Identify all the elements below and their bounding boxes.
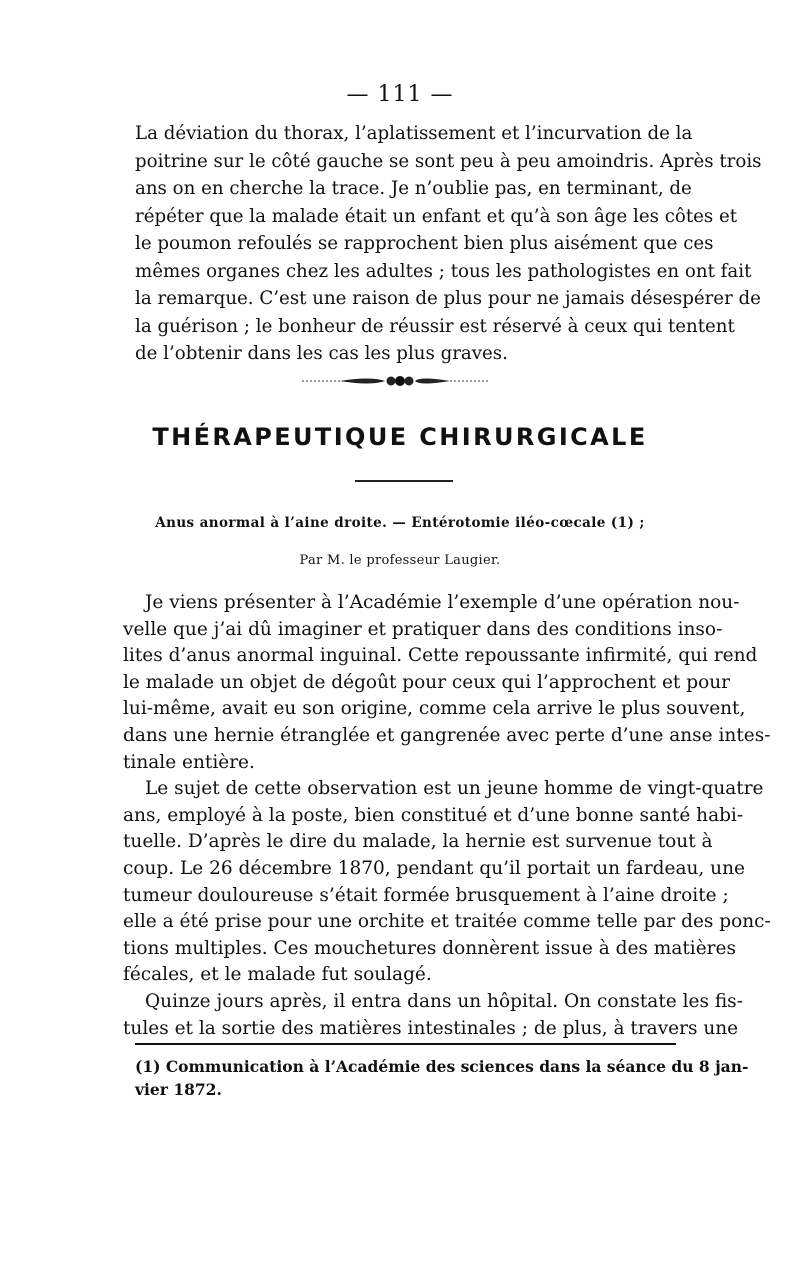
text-line: dans une hernie étranglée et gangrenée avec perte d’une anse intes-	[123, 724, 771, 746]
text-line: le poumon refoulés se rapprochent bien plus aisément que ces	[135, 233, 714, 254]
text-line: fécales, et le malade fut soulagé.	[123, 964, 432, 986]
text-line: tinale entière.	[123, 751, 255, 773]
footnote	[135, 1055, 749, 1101]
text-line: velle que j’ai dû imaginer et pratiquer dans des conditions inso-	[123, 618, 723, 640]
text-line: répéter que la malade était un enfant et qu’à son âge les côtes et	[135, 205, 738, 227]
text-line: Quinze jours après, il entra dans un hôpital. On constate les fis-	[145, 990, 743, 1012]
text-line: poitrine sur le côté gauche se sont peu à peu amoindris. Après trois	[135, 150, 762, 172]
page-number: — 111 —	[346, 82, 454, 107]
ornament-divider	[300, 372, 490, 390]
text-line: de l’obtenir dans les cas les plus graves.	[135, 343, 508, 364]
text-line: la remarque. C’est une raison de plus pour ne jamais désespérer de	[135, 288, 761, 309]
paragraph	[123, 989, 743, 1042]
text-line: tions multiples. Ces mouchetures donnèrent issue à des matières	[123, 937, 736, 959]
text-line: tumeur douloureuse s’était formée brusquement à l’aine droite ;	[123, 884, 729, 906]
text-line: la guérison ; le bonheur de réussir est réservé à ceux qui tentent	[135, 315, 735, 337]
text-line: tules et la sortie des matières intestinales ; de plus, à travers une	[123, 1017, 739, 1039]
article-body	[123, 590, 771, 1042]
text-line: Je viens présenter à l’Académie l’exemple d’une opération nou-	[145, 592, 740, 613]
text-line: coup. Le 26 décembre 1870, pendant qu’il portait un fardeau, une	[123, 857, 745, 879]
footnote-line: (1) Communication à l’Académie des sciences dans la séance du 8 jan-	[135, 1057, 749, 1076]
text-line: lites d’anus anormal inguinal. Cette repoussante infirmité, qui rend	[123, 645, 758, 667]
text-line: le malade un objet de dégoût pour ceux qui l’approchent et pour	[123, 671, 730, 693]
text-line: elle a été prise pour une orchite et traitée comme telle par des ponc-	[123, 911, 771, 933]
text-line: La déviation du thorax, l’aplatissement et l’incurvation de la	[135, 123, 693, 144]
paragraph	[123, 776, 771, 989]
text-line: Le sujet de cette observation est un jeune homme de vingt-quatre	[145, 778, 764, 800]
footnote-line: vier 1872.	[135, 1080, 222, 1099]
text-line: ans on en cherche la trace. Je n’oublie pas, en terminant, de	[135, 178, 692, 199]
title-rule	[355, 480, 453, 482]
section-title: THÉRAPEUTIQUE CHIRURGICALE	[152, 423, 648, 451]
text-line: tuelle. D’après le dire du malade, la hernie est survenue tout à	[123, 831, 713, 853]
text-line: lui-même, avait eu son origine, comme cela arrive le plus souvent,	[123, 698, 746, 720]
article-subtitle: Anus anormal à l’aine droite. — Entérotomie iléo-cœcale (1) ;	[155, 515, 645, 531]
author-byline: Par M. le professeur Laugier.	[299, 553, 501, 568]
paragraph	[123, 590, 771, 776]
intro-paragraph	[135, 120, 762, 368]
text-line: ans, employé à la poste, bien constitué et d’une bonne santé habi-	[123, 804, 744, 826]
footnote-rule	[135, 1043, 676, 1045]
text-line: mêmes organes chez les adultes ; tous les pathologistes en ont fait	[135, 260, 752, 282]
